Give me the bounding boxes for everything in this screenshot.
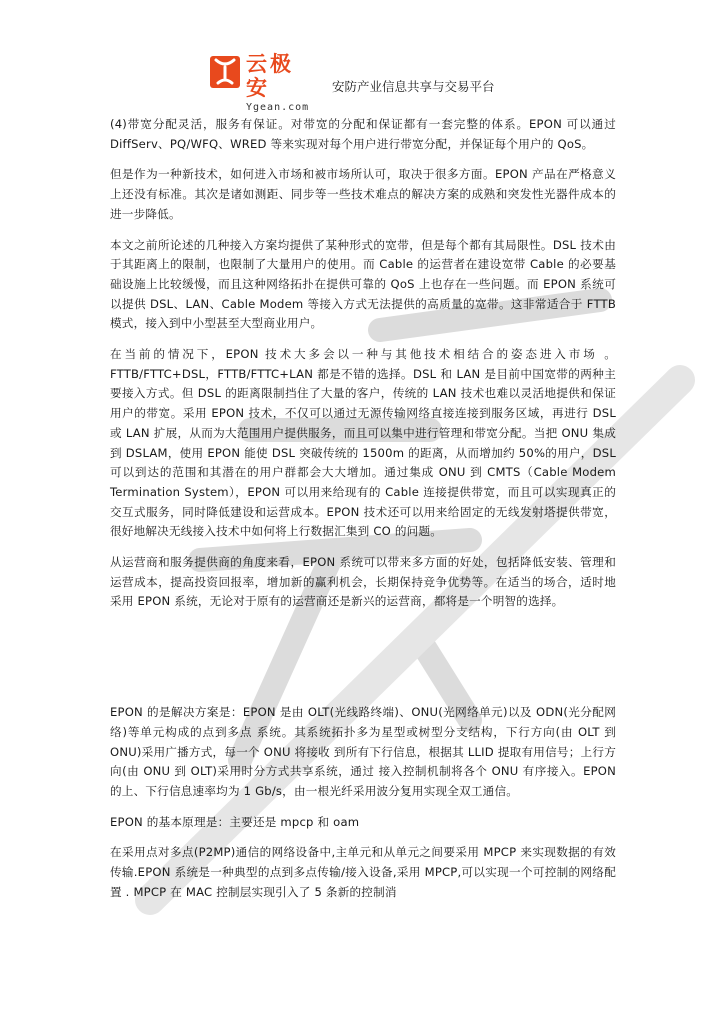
brand-name-en: Ygean.com xyxy=(246,102,310,113)
paragraph: 本文之前所论述的几种接入方案均提供了某种形式的宽带，但是每个都有其局限性。DSL 技术由于其距离上的限制，也限制了大量用户的使用。而 Cable 的运营者在建设宽带 Cable 的必要基础设施上比较缓慢，而且这种网络拓扑在提供可靠的 QoS 上也存在一些问题。而 EPON 系统可以提供 DSL、LAN、Cable Modem 等接入方式无法提供的高质量的宽带。这非常适合于 FTTB 模式，接入到中小型甚至大型商业用户。 xyxy=(110,237,616,331)
document-body xyxy=(110,115,616,914)
brand-name-cn: 云极安 xyxy=(246,52,294,100)
blank-gap xyxy=(110,623,616,703)
paragraph: 在采用点对多点(P2MP)通信的网络设备中,主单元和从单元之间要采用 MPCP 来实现数据的有效传输.EPON 系统是一种典型的点到多点传输/接入设备,采用 MPCP,可以实现一个可控制的网络配置 . MPCP 在 MAC 控制层实现引入了 5 条新的控制消 xyxy=(110,845,616,899)
brand-logo-text xyxy=(246,52,309,114)
paragraph: 但是作为一种新技术，如何进入市场和被市场所认可，取决于很多方面。EPON 产品在严格意义上还没有标准。其次是诸如测距、同步等一些技术难点的解决方案的成熟和突发性光器件成本的进一步降低。 xyxy=(110,167,616,221)
paragraph: 在当前的情况下，EPON 技术大多会以一种与其他技术相结合的姿态进入市场 。FTTB/FTTC+DSL，FTTB/FTTC+LAN 都是不错的选择。DSL 和 LAN 是目前中国宽带的两种主要接入方式。但 DSL 的距离限制挡住了大量的客户，传统的 LAN 技术也难以灵活地提供和保证用户的带宽。采用 EPON 技术，不仅可以通过无源传输网络直接连接到服务区域，再进行 DSL 或 LAN 扩展，从而为大范围用户提供服务，而且可以集中进行管理和带宽分配。当把 ONU 集成到 DSLAM，使用 EPON 能使 DSL 突破传统的 1500m 的距离，从而增加约 50%的用户，DSL 可以到达的范围和其潜在的用户群都会大大增加。通过集成 ONU 到 CMTS（Cable Modem Termination System），EPON 可以用来给现有的 Cable 连接提供带宽，而且可以实现真正的交互式服务，同时降低建设和运营成本。EPON 技术还可以用来给固定的无线发射塔提供带宽，很好地解决无线接入技术中如何将上行数据汇集到 CO 的问题。 xyxy=(110,347,616,539)
paragraph: (4)带宽分配灵活，服务有保证。对带宽的分配和保证都有一套完整的体系。EPON 可以通过 DiffServ、PQ/WFQ、WRED 等来实现对每个用户进行带宽分配，并保证每个用户的 QoS。 xyxy=(110,117,616,151)
ygean-logo-icon xyxy=(210,56,240,88)
paragraph: EPON 的是解决方案是：EPON 是由 OLT(光线路终端)、ONU(光网络单元)以及 ODN(光分配网络)等单元构成的点到多点 系统。其系统拓扑多为星型或树型分支结构，下行方向(由 OLT 到ONU)采用广播方式，每一个 ONU 将接收 到所有下行信息，根据其 LLID 提取有用信号；上行方向(由 ONU 到 OLT)采用时分方式共享系统，通过 接入控制机制将各个 ONU 有序接入。EPON 的上、下行信息速率均为 1 Gb/s，由一根光纤采用波分复用实现全双工通信。 xyxy=(110,705,616,798)
header-tagline: 安防产业信息共享与交易平台 xyxy=(332,79,495,94)
paragraph: 从运营商和服务提供商的角度来看，EPON 系统可以带来多方面的好处，包括降低安装、管理和运营成本，提高投资回报率，增加新的赢利机会，长期保持竞争优势等。在适当的场合，适时地采用 EPON 系统，无论对于原有的运营商还是新兴的运营商，都将是一个明智的选择。 xyxy=(110,555,616,609)
paragraph: EPON 的基本原理是：主要还是 mpcp 和 oam xyxy=(110,814,360,829)
